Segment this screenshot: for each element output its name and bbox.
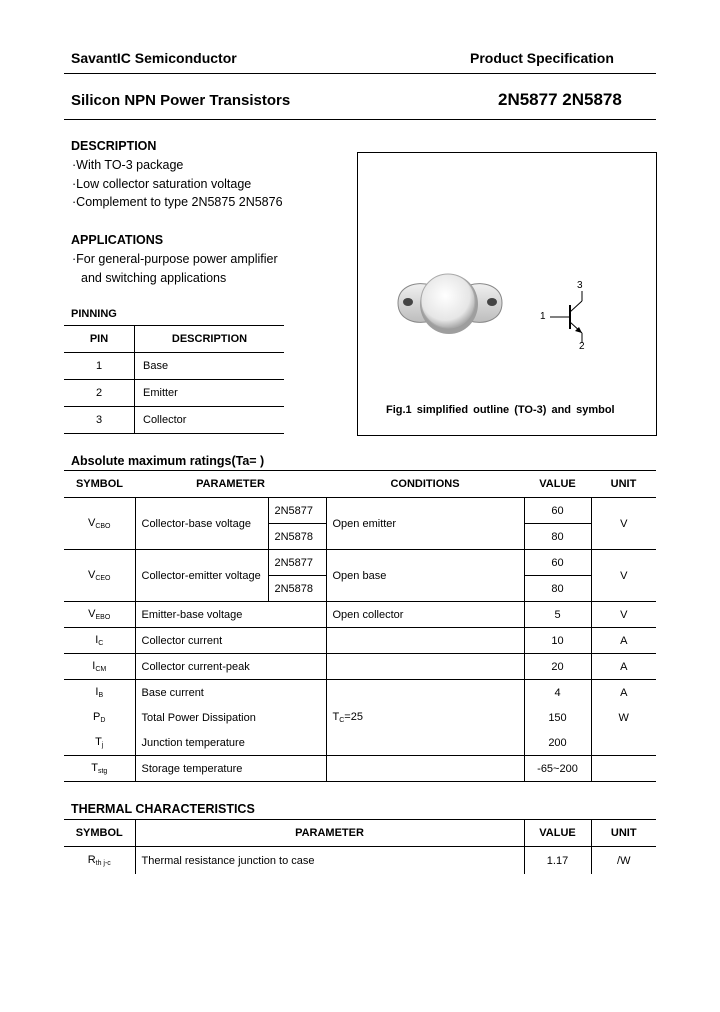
table-row — [64, 602, 656, 628]
col-conditions: CONDITIONS — [326, 471, 524, 498]
param-icm: Collector current-peak — [135, 654, 326, 680]
ratings-table — [64, 470, 656, 782]
value-cell: 10 — [524, 628, 591, 654]
value-cell: 200 — [524, 730, 591, 756]
unit-vceo: V — [591, 550, 656, 602]
doc-title: Silicon NPN Power Transistors — [71, 92, 291, 109]
col-parameter: PARAMETER — [135, 471, 326, 498]
symbol-rth: $R_{th j-c}$ — [87, 854, 111, 867]
param-vcbo: Collector-base voltage — [135, 498, 268, 550]
unit-cell: W — [591, 705, 656, 730]
value-cell: 4 — [524, 680, 591, 706]
applications-heading: APPLICATIONS — [71, 233, 164, 247]
table-row — [64, 847, 656, 875]
col-parameter: PARAMETER — [135, 820, 524, 847]
type-label: 2N5877 — [268, 550, 326, 576]
figure-box — [357, 152, 657, 436]
pin-label-3: 3 — [577, 280, 583, 291]
description-list — [72, 156, 283, 212]
symbol-vcbo: $V_{CBO}$ — [64, 498, 135, 550]
unit-cell: A — [591, 654, 656, 680]
pin-desc: Emitter — [135, 380, 285, 407]
col-value: VALUE — [524, 471, 591, 498]
unit-cell: A — [591, 680, 656, 706]
thermal-heading: THERMAL CHARACTERISTICS — [71, 802, 255, 816]
symbol-ib: $I_B$ — [95, 686, 104, 699]
figure-caption: Fig.1 simplified outline (TO-3) and symbol — [386, 404, 615, 416]
symbol-pd: $P_D$ — [93, 711, 106, 724]
cond-empty — [326, 628, 524, 654]
ratings-heading: Absolute maximum ratings(Ta= ) — [71, 454, 265, 468]
doc-type: Product Specification — [470, 50, 614, 66]
table-row — [64, 680, 656, 706]
unit-vcbo: V — [591, 498, 656, 550]
cond-pd: $T_C=25$ — [326, 680, 524, 756]
unit-cell: A — [591, 628, 656, 654]
value-cell: 20 — [524, 654, 591, 680]
applications-item: ·For general-purpose power amplifier — [72, 252, 278, 266]
header-rule-top — [64, 73, 656, 74]
col-symbol: SYMBOL — [64, 820, 135, 847]
value-cell: 60 — [524, 498, 591, 524]
pin-number: 3 — [64, 407, 135, 434]
unit-cell: V — [591, 602, 656, 628]
pin-label-1: 1 — [540, 311, 546, 322]
pinning-table — [64, 325, 284, 434]
type-label: 2N5878 — [268, 524, 326, 550]
value-cell: 5 — [524, 602, 591, 628]
type-label: 2N5877 — [268, 498, 326, 524]
unit-cell: /W — [591, 847, 656, 875]
symbol-vebo: $V_{EBO}$ — [64, 602, 135, 628]
symbol-tj: $T_j$ — [64, 730, 135, 756]
symbol-icm: $I_{CM}$ — [64, 654, 135, 680]
col-symbol: SYMBOL — [64, 471, 135, 498]
thermal-table — [64, 819, 656, 874]
col-unit: UNIT — [591, 820, 656, 847]
param-ib: Base current — [135, 680, 326, 706]
param-vebo: Emitter-base voltage — [135, 602, 326, 628]
cond-vceo: Open base — [326, 550, 524, 602]
desc-col-header: DESCRIPTION — [135, 326, 285, 353]
pin-desc: Collector — [135, 407, 285, 434]
param-tj: Junction temperature — [135, 730, 326, 756]
applications-item: and switching applications — [81, 270, 227, 285]
cond-vebo: Open collector — [326, 602, 524, 628]
description-item: ·Complement to type 2N5875 2N5876 — [72, 195, 283, 210]
cond-empty — [326, 654, 524, 680]
value-cell: 60 — [524, 550, 591, 576]
pin-col-header: PIN — [64, 326, 135, 353]
value-cell: 80 — [524, 524, 591, 550]
applications-list — [72, 250, 278, 287]
unit-cell — [591, 730, 656, 756]
header-rule-bottom — [64, 119, 656, 120]
value-cell: 150 — [524, 705, 591, 730]
table-row — [64, 353, 284, 380]
value-cell: 1.17 — [524, 847, 591, 875]
symbol-ic: $I_C$ — [64, 628, 135, 654]
cond-vcbo: Open emitter — [326, 498, 524, 550]
param-tstg: Storage temperature — [135, 756, 326, 782]
value-cell: -65~200 — [524, 756, 591, 782]
table-row — [64, 380, 284, 407]
table-row — [64, 654, 656, 680]
pin-label-2: 2 — [579, 341, 585, 352]
table-row — [64, 498, 656, 524]
pinning-heading: PINNING — [71, 308, 117, 320]
pin-number: 2 — [64, 380, 135, 407]
table-row — [64, 628, 656, 654]
symbol-vceo: $V_{CEO}$ — [64, 550, 135, 602]
table-row — [64, 756, 656, 782]
param-vceo: Collector-emitter voltage — [135, 550, 268, 602]
description-heading: DESCRIPTION — [71, 139, 157, 153]
value-cell: 80 — [524, 576, 591, 602]
pin-desc: Base — [135, 353, 285, 380]
description-item: ·With TO-3 package — [72, 158, 184, 172]
col-value: VALUE — [524, 820, 591, 847]
cond-empty — [326, 756, 524, 782]
pin-number: 1 — [64, 353, 135, 380]
type-label: 2N5878 — [268, 576, 326, 602]
company-name: SavantIC Semiconductor — [71, 50, 237, 66]
description-item: ·Low collector saturation voltage — [72, 176, 252, 191]
col-unit: UNIT — [591, 471, 656, 498]
symbol-tstg: $T_{stg}$ — [64, 756, 135, 782]
table-row — [64, 407, 284, 434]
table-row — [64, 550, 656, 576]
param-rth: Thermal resistance junction to case — [135, 847, 524, 875]
part-numbers: 2N5877 2N5878 — [498, 90, 622, 109]
param-pd: Total Power Dissipation — [135, 705, 326, 730]
param-ic: Collector current — [135, 628, 326, 654]
unit-cell — [591, 756, 656, 782]
